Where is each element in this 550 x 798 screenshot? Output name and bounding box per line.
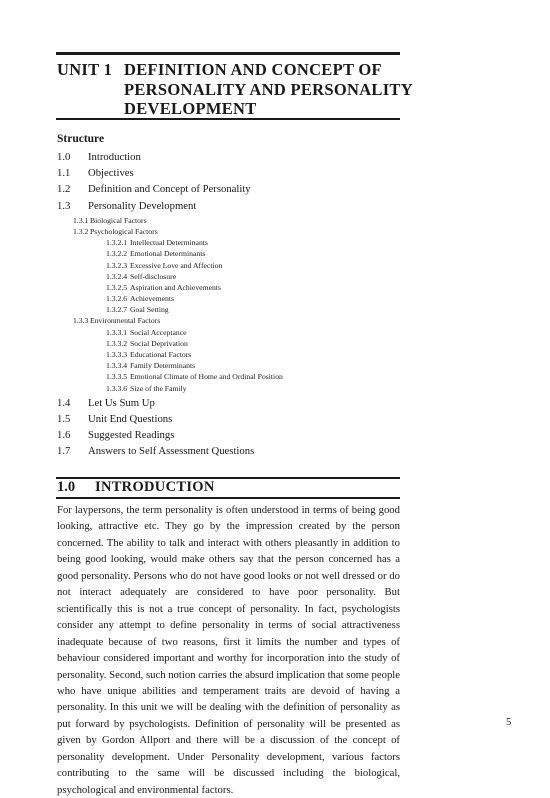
toc-item [106,350,283,361]
toc-item-label: Self-disclosure [130,271,177,281]
toc-item [106,249,283,260]
toc-item-number: 1.3 [57,199,71,212]
toc-item-label: Intellectual Determinants [130,238,208,248]
toc-item-number: 1.0 [57,151,71,163]
toc-item-number: 1.4 [57,396,71,409]
toc-item [106,328,283,339]
toc-item-label: Psychological Factors [90,226,158,236]
toc-item-number: 1.2 [57,183,71,196]
toc-item-label: Answers to Self Assessment Questions [88,445,255,458]
toc-item-label: Size of the Family [130,383,187,393]
toc-item-label: Emotional Climate of Home and Ordinal Position [130,372,283,382]
toc-item-number: 1.1 [57,167,71,180]
toc-item-label: Excessive Love and Affection [130,260,223,270]
toc-item [57,200,283,216]
toc-item-label: Unit End Questions [88,412,173,425]
toc-item [106,272,283,283]
toc-item-label: Let Us Sum Up [88,396,155,409]
toc-item-label: Emotional Determinants [130,249,206,259]
toc-item-number: 1.3.2.3 [106,260,128,270]
unit-title-line: PERSONALITY AND PERSONALITY [124,79,413,99]
toc-item-number: 1.3.3 [73,316,89,326]
toc-item-number: 1.3.2.7 [106,305,128,315]
toc-item-number: 1.3.2.6 [106,294,128,304]
toc-item [57,167,283,183]
toc-item [106,339,283,350]
toc-item-number: 1.3.1 [73,215,89,225]
toc-item [106,238,283,249]
toc-item-label: Environmental Factors [90,316,161,326]
toc-item-label: Educational Factors [130,350,192,359]
toc-item-label: Goal Setting [130,305,169,315]
toc-item-label: Aspiration and Achievements [130,282,221,292]
toc-item [57,151,283,167]
toc-item-label: Achievements [130,294,174,304]
unit-title [124,60,413,119]
toc-item-number: 1.3.3.6 [106,383,128,393]
introduction-paragraph: For laypersons, the term personality is often understood in terms of being good looking, attractive etc. They go by the impression created by the person concerned. The ability to talk and interact with others pleasantly in addition to being good looking, would make others say that the person concerned has a good personality. Persons who do not have good looks or not well dressed or do not interact adequately are considered to have poor personality. But scientifically this is not a true concept of personality. In fact, psychologists consider any attempt to define personality in terms of social attractiveness inadequate because of two reasons, first it limits the number and types of behaviour considered important and worthy for incorporation into the study of personality. Second, such notion carries the absurd implication that some people who have unique abilities and temperament traits are devoid of having a personality. In this unit we will be dealing with the definition of personality as put forward by psychologists. Definition of personality will be presented as given by Gordon Allport and there will be a discussion of the concept of personality development. Under Personality development, various factors contributing to the same will be discussed including the biological, psychological and environmental factors. [57,504,401,796]
structure-heading: Structure [57,133,105,145]
header-bottom-rule [56,118,400,120]
section-number: 1.0 [57,479,76,495]
toc-item-number: 1.3.3.3 [106,350,128,359]
unit-label: UNIT 1 [57,60,113,79]
toc-item [106,305,283,316]
toc-item [73,216,283,227]
toc-item [57,397,283,413]
structure-list [57,151,283,462]
toc-item-label: Social Acceptance [130,327,187,337]
toc-item [73,227,283,238]
toc-item-number: 1.3.2.4 [106,271,128,281]
toc-item [73,316,283,327]
toc-item [106,294,283,305]
section-bottom-rule [56,497,400,499]
toc-item-label: Objectives [88,167,134,180]
toc-item-number: 1.6 [57,429,71,442]
toc-item-number: 1.3.2 [73,226,89,236]
toc-item [57,445,283,461]
toc-item-label: Biological Factors [90,215,147,225]
toc-item-label: Introduction [88,151,141,163]
toc-item [57,183,283,199]
toc-item-label: Definition and Concept of Personality [88,183,251,196]
toc-item [57,413,283,429]
toc-item [106,261,283,272]
toc-item-number: 1.3.3.2 [106,338,128,348]
toc-item [106,384,283,395]
toc-item-number: 1.3.3.5 [106,372,128,382]
header-top-rule [56,52,400,55]
toc-item-number: 1.3.3.1 [106,327,128,337]
toc-item-label: Suggested Readings [88,429,175,442]
toc-item [57,429,283,445]
toc-item-number: 1.3.2.5 [106,282,128,292]
toc-item-number: 1.7 [57,445,71,458]
toc-item-label: Social Deprivation [130,338,188,348]
toc-item-number: 1.3.2.2 [106,249,128,259]
section-title: INTRODUCTION [95,479,215,495]
unit-title-line: DEFINITION AND CONCEPT OF [124,60,382,79]
toc-item-number: 1.3.2.1 [106,238,128,248]
toc-item [106,361,283,372]
toc-item [106,372,283,383]
toc-item-label: Family Determinants [130,361,196,371]
toc-item-number: 1.5 [57,412,71,425]
toc-item-number: 1.3.3.4 [106,361,128,371]
unit-title-line: DEVELOPMENT [124,99,257,118]
page-number: 5 [506,717,512,728]
toc-item [106,283,283,294]
toc-item-label: Personality Development [88,199,197,212]
